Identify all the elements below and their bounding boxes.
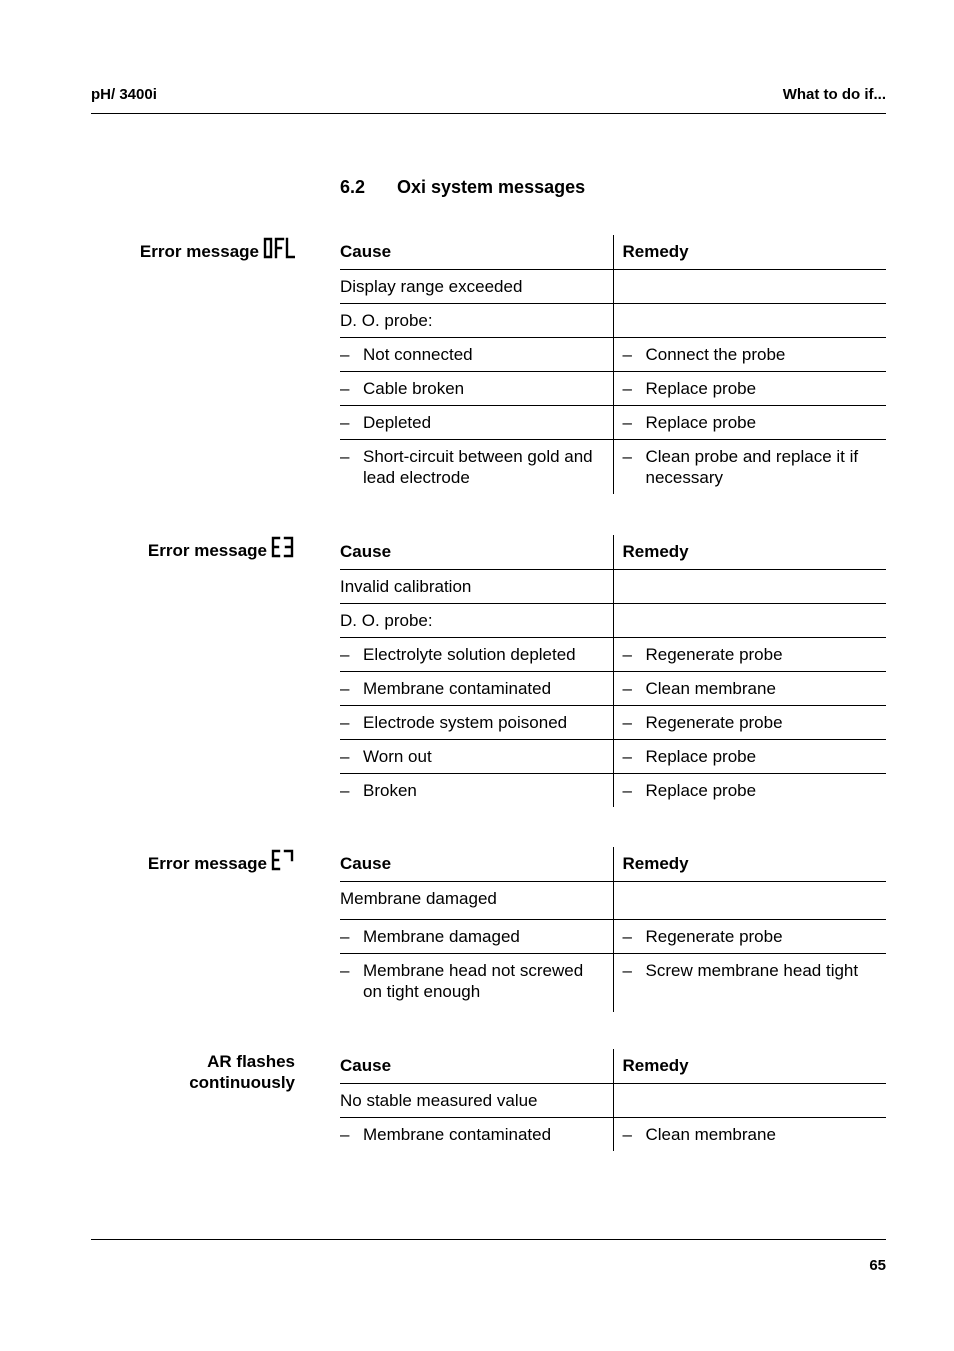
table-row — [340, 920, 886, 954]
cause-text: Worn out — [363, 747, 432, 766]
header-rule — [91, 113, 886, 114]
remedy-cell — [613, 774, 886, 808]
table-row — [340, 372, 886, 406]
remedy-text: Replace probe — [645, 379, 757, 398]
bullet-dash: – — [622, 679, 632, 698]
table-ofl — [340, 235, 886, 494]
cause-text: Membrane head not screwed on tight enough — [363, 961, 584, 1001]
table-row — [340, 740, 886, 774]
table-row — [340, 638, 886, 672]
section-title: Oxi system messages — [397, 177, 586, 197]
remedy-cell — [613, 570, 886, 604]
bullet-dash: – — [622, 413, 632, 432]
cause-cell — [340, 1118, 613, 1152]
lcd-e3-icon — [271, 536, 295, 563]
bullet-dash: – — [622, 747, 632, 766]
footer-rule — [91, 1239, 886, 1240]
table-header-row — [340, 535, 886, 570]
cause-cell — [340, 372, 613, 406]
bullet-dash: – — [622, 447, 632, 466]
remedy-cell — [613, 1084, 886, 1118]
bullet-dash: – — [340, 1125, 350, 1144]
bullet-dash: – — [340, 781, 350, 800]
table-row — [340, 270, 886, 304]
column-header-remedy: Remedy — [613, 535, 886, 570]
ar-label-line2: continuously — [189, 1073, 295, 1092]
cause-text: Membrane damaged — [363, 927, 520, 946]
column-header-remedy: Remedy — [613, 235, 886, 270]
table-row — [340, 440, 886, 495]
cause-text: Not connected — [363, 345, 473, 364]
table-row — [340, 1084, 886, 1118]
cause-text: Broken — [363, 781, 417, 800]
table-header-row — [340, 1049, 886, 1084]
remedy-cell — [613, 372, 886, 406]
error-label-e3 — [95, 536, 295, 563]
cause-cell: Invalid calibration — [340, 577, 472, 596]
bullet-dash: – — [340, 961, 350, 980]
bullet-dash: – — [340, 679, 350, 698]
cause-text: Membrane contaminated — [363, 1125, 552, 1144]
remedy-cell — [613, 920, 886, 954]
bullet-dash: – — [340, 447, 350, 466]
remedy-text: Regenerate probe — [645, 927, 783, 946]
table-row — [340, 672, 886, 706]
bullet-dash: – — [622, 781, 632, 800]
bullet-dash: – — [340, 413, 350, 432]
bullet-dash: – — [622, 927, 632, 946]
section-heading — [340, 177, 585, 198]
cause-cell — [340, 706, 613, 740]
lcd-ofl-icon — [263, 237, 295, 264]
column-header-cause: Cause — [340, 242, 392, 261]
remedy-cell — [613, 740, 886, 774]
bullet-dash: – — [340, 713, 350, 732]
remedy-cell — [613, 706, 886, 740]
column-header-remedy: Remedy — [613, 1049, 886, 1084]
bullet-dash: – — [340, 379, 350, 398]
table-row — [340, 954, 886, 1013]
bullet-dash: – — [622, 1125, 632, 1144]
remedy-text: Regenerate probe — [645, 713, 783, 732]
bullet-dash: – — [622, 713, 632, 732]
bullet-dash: – — [622, 379, 632, 398]
page-number: 65 — [869, 1257, 886, 1274]
cause-text: Membrane contaminated — [363, 679, 552, 698]
remedy-text: Clean membrane — [645, 679, 776, 698]
remedy-text: Replace probe — [645, 413, 757, 432]
remedy-text: Regenerate probe — [645, 645, 783, 664]
remedy-cell — [613, 304, 886, 338]
error-label-text: Error message — [147, 541, 267, 560]
remedy-cell — [613, 672, 886, 706]
remedy-cell — [613, 440, 886, 495]
cause-cell — [340, 774, 613, 808]
column-header-cause: Cause — [340, 854, 392, 873]
remedy-cell — [613, 406, 886, 440]
cause-text: Short-circuit between gold and lead electrode — [363, 447, 593, 487]
error-label-e7 — [95, 849, 295, 876]
cause-cell — [340, 338, 613, 372]
cause-text: Electrode system poisoned — [363, 713, 568, 732]
cause-cell — [340, 440, 613, 495]
bullet-dash: – — [340, 747, 350, 766]
section-number: 6.2 — [340, 177, 366, 197]
cause-cell: Display range exceeded — [340, 277, 523, 296]
remedy-text: Connect the probe — [645, 345, 786, 364]
cause-text: Electrolyte solution depleted — [363, 645, 576, 664]
remedy-text: Screw membrane head tight — [645, 961, 859, 980]
cause-text: Depleted — [363, 413, 432, 432]
cause-cell: Membrane damaged — [340, 889, 497, 908]
remedy-cell — [613, 1118, 886, 1152]
cause-cell — [340, 740, 613, 774]
column-header-cause: Cause — [340, 542, 392, 561]
cause-cell: No stable measured value — [340, 1091, 538, 1110]
bullet-dash: – — [622, 645, 632, 664]
remedy-cell — [613, 638, 886, 672]
table-row — [340, 338, 886, 372]
cause-cell — [340, 954, 613, 1013]
lcd-e7-icon — [271, 849, 295, 876]
remedy-cell — [613, 604, 886, 638]
remedy-text: Replace probe — [645, 781, 757, 800]
cause-cell — [340, 406, 613, 440]
bullet-dash: – — [622, 345, 632, 364]
table-row — [340, 882, 886, 920]
header-chapter-title: What to do if... — [782, 86, 886, 103]
table-row — [340, 1118, 886, 1152]
remedy-text: Clean probe and replace it if necessary — [645, 447, 859, 487]
cause-cell — [340, 672, 613, 706]
bullet-dash: – — [340, 645, 350, 664]
table-row — [340, 406, 886, 440]
table-row — [340, 604, 886, 638]
remedy-cell — [613, 882, 886, 920]
ar-label-line1: AR flashes — [207, 1052, 295, 1071]
table-header-row — [340, 847, 886, 882]
error-label-ofl — [95, 237, 295, 264]
table-row — [340, 706, 886, 740]
column-header-remedy: Remedy — [613, 847, 886, 882]
table-row — [340, 570, 886, 604]
cause-text: Cable broken — [363, 379, 465, 398]
remedy-text: Replace probe — [645, 747, 757, 766]
bullet-dash: – — [340, 345, 350, 364]
remedy-cell — [613, 954, 886, 1013]
table-row — [340, 774, 886, 808]
table-ar-flashes — [340, 1049, 886, 1151]
cause-cell — [340, 920, 613, 954]
bullet-dash: – — [622, 961, 632, 980]
error-label-text: Error message — [147, 854, 267, 873]
cause-cell: D. O. probe: — [340, 611, 433, 630]
ar-flashes-label — [95, 1051, 295, 1093]
error-label-text: Error message — [139, 242, 259, 261]
cause-cell — [340, 638, 613, 672]
header-document-title: pH/ 3400i — [91, 86, 157, 103]
remedy-text: Clean membrane — [645, 1125, 776, 1144]
table-header-row — [340, 235, 886, 270]
bullet-dash: – — [340, 927, 350, 946]
remedy-cell — [613, 270, 886, 304]
column-header-cause: Cause — [340, 1056, 392, 1075]
table-e7 — [340, 847, 886, 1012]
remedy-cell — [613, 338, 886, 372]
table-e3 — [340, 535, 886, 807]
cause-cell: D. O. probe: — [340, 311, 433, 330]
table-row — [340, 304, 886, 338]
